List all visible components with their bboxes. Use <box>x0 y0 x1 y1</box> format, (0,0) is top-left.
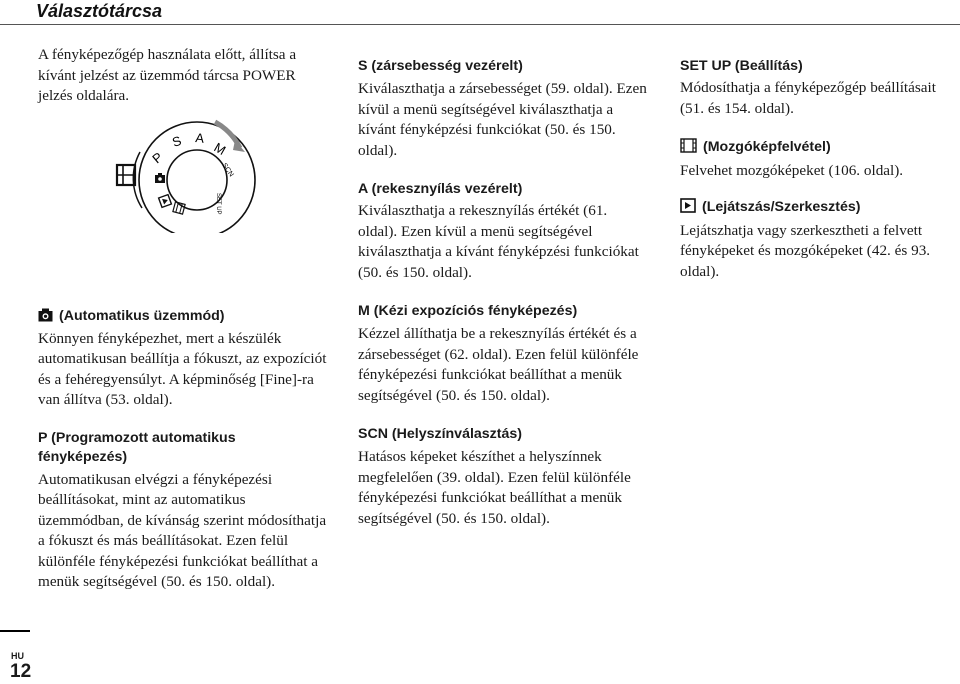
title-divider <box>0 24 960 25</box>
svg-text:M: M <box>211 139 229 159</box>
m-mode-text: Kézzel állíthatja be a rekesznyílás értékét és a zársebességet (62. oldal). Ezen felül különféle fényképezési funkciókat beállíthat a menük segítségével (50. és 150. oldal). <box>358 325 639 404</box>
p-mode-title: P (Programozott automatikus fényképezés) <box>38 429 236 465</box>
auto-mode-icon <box>155 173 165 183</box>
movie-icon <box>680 138 697 159</box>
auto-mode-title: (Automatikus üzemmód) <box>59 307 225 324</box>
setup-mode-title: SET UP (Beállítás) <box>680 58 803 74</box>
mode-dial-illustration <box>105 108 260 233</box>
scn-mode-text: Hatásos képeket készíthet a helyszínnek megfelelően (39. oldal). Ezen felül különféle fényképezési funkciókat beállíthat a menük segítségével (50. és 150. oldal). <box>358 448 631 527</box>
movie-mode-text: Felvehet mozgóképeket (106. oldal). <box>680 162 904 179</box>
s-mode-text: Kiválaszthatja a zársebességet (59. oldal). Ezen kívül a menü segítségével kiválaszthatja a kívánt fényképzési funkciókat (50. és 150. oldal). <box>358 80 647 159</box>
page-title: Választótárcsa <box>36 1 163 21</box>
setup-mode-text: Módosíthatja a fényképezőgép beállításait (51. és 154. oldal). <box>680 79 936 117</box>
language-code: HU <box>11 651 24 661</box>
m-mode-title: M (Kézi expozíciós fényképezés) <box>358 303 578 319</box>
page-number: 12 <box>10 661 32 682</box>
svg-text:SET UP: SET UP <box>215 193 221 215</box>
a-mode-text: Kiválaszthatja a rekesznyílás értékét (61. oldal). Ezen kívül a menü segítségével kiválaszthatja a kívánt fényképzési funkciókat (50. és 150. oldal). <box>358 202 639 281</box>
playback-mode-text: Lejátszhatja vagy szerkesztheti a felvett fényképeket és mozgóképeket (42. és 93. oldal). <box>680 221 931 280</box>
playback-mode-heading <box>680 198 960 219</box>
scn-mode-title: SCN (Helyszínválasztás) <box>358 426 523 442</box>
movie-mode-title: (Mozgóképfelvétel) <box>703 139 831 155</box>
intro-text: A fényképezőgép használata előtt, állítsa a kívánt jelzést az üzemmód tárcsa POWER jelzés oldalára. <box>38 46 297 104</box>
svg-text:S: S <box>170 132 184 150</box>
movie-mode-heading <box>680 138 960 159</box>
svg-text:SCN: SCN <box>220 162 235 179</box>
auto-mode-text: Könnyen fényképezhet, mert a készülék automatikusan beállítja a fókuszt, az expozíciót és a fehéregyensúlyt. A képminőség [Fine]-ra van állítva (53. oldal). <box>38 329 327 408</box>
svg-text:P: P <box>149 149 166 167</box>
s-mode-title: S (zársebesség vezérelt) <box>358 58 523 74</box>
playback-mode-title: (Lejátszás/Szerkesztés) <box>702 198 861 215</box>
p-mode-text: Automatikusan elvégzi a fényképezési beállításokat, mint az automatikus üzemmódban, de kívánság szerint módosíthatja a fókuszt és más beállításokat. Ezen felül különféle fényképezési funkciókat beállíthat a menük segítségével (50. és 150. oldal). <box>38 470 327 590</box>
page-marker-line <box>0 630 30 632</box>
column-middle <box>358 57 648 529</box>
a-mode-title: A (rekesznyílás vezérelt) <box>358 181 523 197</box>
auto-mode-heading <box>38 307 328 328</box>
playback-icon <box>680 198 696 219</box>
column-right <box>680 57 960 282</box>
svg-text:A: A <box>194 130 205 146</box>
camera-icon <box>38 308 53 328</box>
